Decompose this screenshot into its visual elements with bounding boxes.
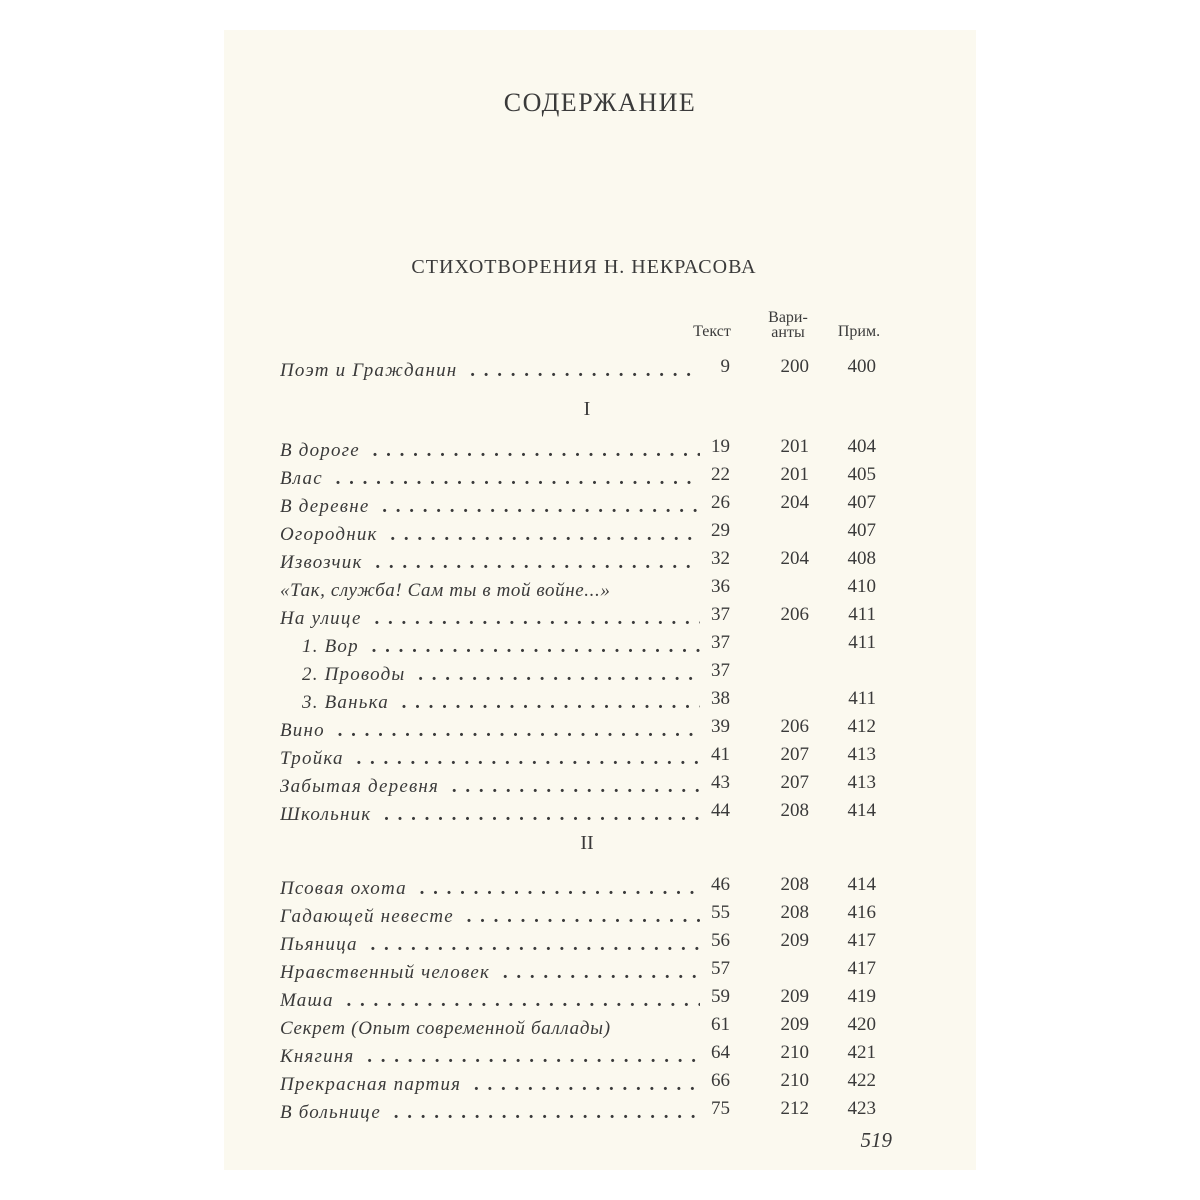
entry-title: Псовая охота . . . — [280, 878, 700, 900]
contents-entry — [224, 464, 976, 494]
column-header-text: Текст — [693, 323, 731, 340]
entry-variants-page: 204 — [780, 492, 809, 513]
entry-text-page: 9 — [720, 356, 730, 377]
entry-title: Секрет (Опыт современной баллады) — [280, 1018, 700, 1040]
entry-variants-page: 206 — [780, 716, 809, 737]
contents-entry — [224, 688, 976, 718]
entry-title: В деревне . . . — [280, 496, 700, 518]
contents-entry — [224, 986, 976, 1016]
entry-variants-page: 200 — [780, 356, 809, 377]
contents-entry — [224, 930, 976, 960]
entry-variants-page: 208 — [780, 902, 809, 923]
entry-variants-page: 208 — [780, 874, 809, 895]
entry-notes-page: 416 — [847, 902, 876, 923]
entry-variants-page: 209 — [780, 986, 809, 1007]
entry-text-page: 19 — [711, 436, 730, 457]
entry-notes-page: 412 — [847, 716, 876, 737]
entry-variants-page: 209 — [780, 930, 809, 951]
entry-text-page: 44 — [711, 800, 730, 821]
entry-notes-page: 407 — [847, 520, 876, 541]
contents-entry — [224, 1042, 976, 1072]
entry-text-page: 55 — [711, 902, 730, 923]
entry-title: «Так, служба! Сам ты в той войне...» — [280, 580, 700, 602]
entry-notes-page: 414 — [847, 800, 876, 821]
entry-title: Вино . . . — [280, 720, 700, 742]
entry-notes-page: 413 — [847, 744, 876, 765]
entry-text-page: 36 — [711, 576, 730, 597]
entry-text-page: 39 — [711, 716, 730, 737]
entry-variants-page: 207 — [780, 772, 809, 793]
entry-variants-page: 210 — [780, 1042, 809, 1063]
entry-text-page: 64 — [711, 1042, 730, 1063]
entry-text-page: 41 — [711, 744, 730, 765]
entry-text-page: 37 — [711, 632, 730, 653]
entry-notes-page: 423 — [847, 1098, 876, 1119]
entry-title: Маша . . . — [280, 990, 700, 1012]
entry-text-page: 46 — [711, 874, 730, 895]
column-header-variants-line1: Вари- — [768, 309, 808, 326]
section-title: СТИХОТВОРЕНИЯ Н. НЕКРАСОВА — [411, 256, 757, 278]
contents-entry — [224, 604, 976, 634]
entry-title: 2. Проводы . . . — [302, 664, 700, 686]
contents-entry — [224, 800, 976, 830]
entry-title: Пьяница . . . — [280, 934, 700, 956]
entry-text-page: 29 — [711, 520, 730, 541]
contents-entry — [224, 744, 976, 774]
entry-variants-page: 209 — [780, 1014, 809, 1035]
entry-title: Огородник . . . — [280, 524, 700, 546]
contents-entry — [224, 1098, 976, 1128]
entry-text-page: 66 — [711, 1070, 730, 1091]
entry-title: Гадающей невесте . . . — [280, 906, 700, 928]
entry-title: На улице . . . — [280, 608, 700, 630]
entry-title: Извозчик . . . — [280, 552, 700, 574]
contents-entry — [224, 632, 976, 662]
entry-title: В больнице . . . — [280, 1102, 700, 1124]
entry-text-page: 38 — [711, 688, 730, 709]
page-number: 519 — [860, 1128, 892, 1152]
entry-variants-page: 210 — [780, 1070, 809, 1091]
entry-text-page: 22 — [711, 464, 730, 485]
contents-entry — [224, 1014, 976, 1044]
contents-entry — [224, 716, 976, 746]
contents-entry — [224, 660, 976, 690]
entry-title: Тройка . . . — [280, 748, 700, 770]
entry-notes-page: 408 — [847, 548, 876, 569]
contents-entry — [224, 520, 976, 550]
entry-text-page: 57 — [711, 958, 730, 979]
contents-entry — [224, 576, 976, 606]
contents-entry — [224, 436, 976, 466]
contents-entry — [224, 548, 976, 578]
entry-notes-page: 411 — [848, 632, 876, 653]
contents-entry — [224, 492, 976, 522]
contents-entry — [224, 772, 976, 802]
entry-notes-page: 421 — [847, 1042, 876, 1063]
entry-text-page: 37 — [711, 604, 730, 625]
entry-variants-page: 201 — [780, 436, 809, 457]
entry-notes-page: 414 — [847, 874, 876, 895]
entry-notes-page: 411 — [848, 604, 876, 625]
entry-variants-page: 207 — [780, 744, 809, 765]
entry-title: 3. Ванька . . . — [302, 692, 700, 714]
part-number-two: II — [580, 832, 594, 854]
entry-notes-page: 404 — [847, 436, 876, 457]
book-page — [224, 30, 976, 1170]
contents-entry — [224, 1070, 976, 1100]
entry-variants-page: 208 — [780, 800, 809, 821]
entry-text-page: 61 — [711, 1014, 730, 1035]
contents-list — [224, 30, 976, 1170]
entry-variants-page: 206 — [780, 604, 809, 625]
entry-notes-page: 410 — [847, 576, 876, 597]
entry-text-page: 59 — [711, 986, 730, 1007]
entry-notes-page: 419 — [847, 986, 876, 1007]
entry-notes-page: 417 — [847, 930, 876, 951]
entry-text-page: 37 — [711, 660, 730, 681]
entry-notes-page: 407 — [847, 492, 876, 513]
entry-variants-page: 201 — [780, 464, 809, 485]
entry-text-page: 75 — [711, 1098, 730, 1119]
part-number-one: I — [583, 398, 591, 420]
entry-title: Княгиня . . . — [280, 1046, 700, 1068]
entry-title: Прекрасная партия . . . — [280, 1074, 700, 1096]
entry-title: Забытая деревня . . . — [280, 776, 700, 798]
entry-variants-page: 204 — [780, 548, 809, 569]
column-header-variants-line2: анты — [771, 324, 805, 341]
entry-notes-page: 417 — [847, 958, 876, 979]
entry-text-page: 56 — [711, 930, 730, 951]
entry-title: Поэт и Гражданин . . . — [280, 360, 700, 382]
entry-notes-page: 413 — [847, 772, 876, 793]
entry-text-page: 43 — [711, 772, 730, 793]
contents-entry — [224, 958, 976, 988]
entry-text-page: 26 — [711, 492, 730, 513]
entry-text-page: 32 — [711, 548, 730, 569]
contents-entry — [224, 356, 976, 386]
entry-notes-page: 411 — [848, 688, 876, 709]
contents-entry — [224, 874, 976, 904]
entry-variants-page: 212 — [780, 1098, 809, 1119]
column-header-notes: Прим. — [837, 323, 881, 340]
entry-title: Влас . . . — [280, 468, 700, 490]
entry-title: Нравственный человек . . . — [280, 962, 700, 984]
entry-title: 1. Вор . . . — [302, 636, 700, 658]
entry-notes-page: 405 — [847, 464, 876, 485]
entry-notes-page: 400 — [847, 356, 876, 377]
entry-notes-page: 422 — [847, 1070, 876, 1091]
entry-title: Школьник . . . — [280, 804, 700, 826]
contents-entry — [224, 902, 976, 932]
page-title: СОДЕРЖАНИЕ — [503, 88, 697, 117]
entry-title: В дороге . . . — [280, 440, 700, 462]
entry-notes-page: 420 — [847, 1014, 876, 1035]
